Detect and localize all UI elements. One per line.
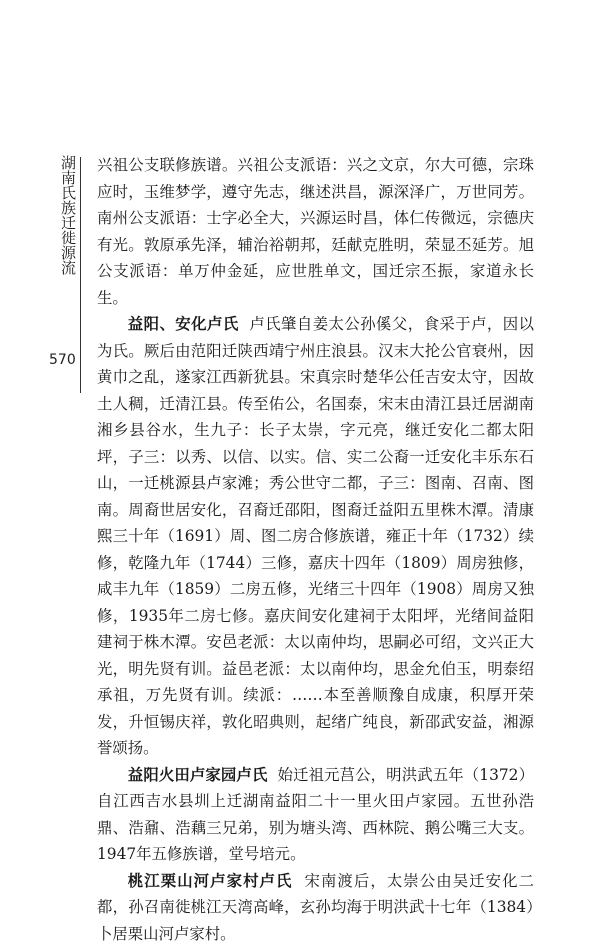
- paragraph-text: 卢氏肇自姜太公孙傒父，食采于卢，因以为氏。厥后由范阳迁陕西靖宁州庄浪县。汉末大抡公官衰州，因黄巾之乱，遂家江西新犹县。宋真宗时楚华公任吉安太守，因故土人稠，迁清江县。传至佑公，名国泰，宋末由清江县迁居湖南湘乡县谷水，生九子：长子太崇，字元亮，继迁安化二都太阳坪，子三：以秀、以信、以实。信、实二公裔一迁安化丰乐东石山，一迁桃源县卢家滩；秀公世守二都，子三：图南、召南、图南。周裔世居安化，召裔迁邵阳，图裔迁益阳五里株木潭。清康熙三十年（1691）周、图二房合修族谱，雍正十年（1732）续修，乾隆九年（1744）三修，嘉庆十四年（1809）周房独修，咸丰九年（1859）二房五修，光绪三十四年（1908）周房又独修，1935年二房七修。嘉庆间安化建祠于太阳坪，光绪间益阳建祠于株木潭。安邑老派：太以南仲均，思嗣必可绍，文兴正大光，明先贤有训。益邑老派：太以南仲均，思金允伯玉，明泰绍承祖，万先贤有训。续派：……本至善顺豫自成康，积厚开荣发，升恒锡庆祥，敦化昭典则，起绪广纯良，新邵武安益，湘源誉颂扬。: [97, 315, 534, 757]
- paragraph-yiyang-anhua: [97, 311, 534, 762]
- paragraph-taojiang-lishanhe: [97, 868, 534, 947]
- paragraph-text: 始迁祖元莒公，明洪武五年（1372）自江西吉水县圳上迁湖南益阳二十一里火田卢家园。五世孙浩鼎、浩鼐、浩藕三兄弟，别为塘头湾、西林院、鹅公嘴三大支。1947年五修族谱，堂号培元。: [97, 766, 534, 864]
- paragraph-heading: 桃江栗山河卢家村卢氏: [128, 872, 293, 890]
- paragraph-heading: 益阳火田卢家园卢氏: [128, 766, 268, 784]
- paragraph-text: 宋南渡后，太崇公由吴迁安化二都，孙召南徙桃江天湾高峰，玄孙均海于明洪武十七年（1384）卜居栗山河卢家村。: [97, 872, 534, 943]
- margin-rule: [80, 157, 81, 393]
- paragraph-text: 兴祖公支联修族谱。兴祖公支派语：兴之文京，尔大可德，宗珠应时，玉维梦学，遵守先志，继述洪昌，源深泽广，万世同芳。南州公支派语：士字必全大，兴源运时昌，体仁传微远，宗德庆有光。敦原承先泽，辅治裕朝邦，廷献克胜明，荣显丕延芳。旭公支派语：单万仲金延，应世胜单文，国迁宗丕振，家道永长生。: [97, 156, 534, 307]
- paragraph-heading: 益阳、安化卢氏: [128, 315, 239, 333]
- body-text: [97, 152, 534, 947]
- running-header-title: 湖南氏族迁徙源流: [58, 155, 76, 275]
- paragraph-yiyang-huotian: [97, 762, 534, 868]
- paragraph-continued: [97, 152, 534, 311]
- page-number: 570: [49, 352, 76, 368]
